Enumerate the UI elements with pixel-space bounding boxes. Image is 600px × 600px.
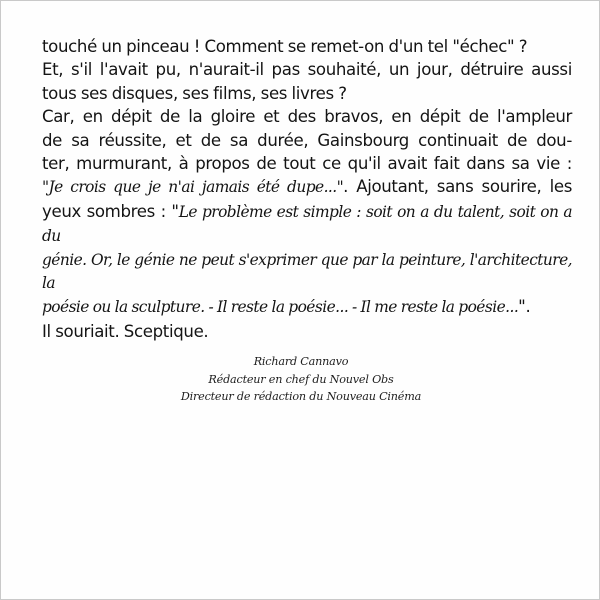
author-name: Richard Cannavo xyxy=(253,355,349,368)
text-line xyxy=(42,200,572,249)
text-line: Car, en dépit de la gloire et des bravos, en dépit de l'ampleur xyxy=(42,107,572,127)
quote-line: génie. Or, le génie ne peut s'exprimer que par la peinture, l'architecture, la xyxy=(42,250,572,293)
text-segment: yeux sombres : " xyxy=(42,201,179,221)
body-paragraph xyxy=(42,35,572,343)
text-line: de sa réussite, et de sa durée, Gainsbourg continuait de dou- xyxy=(42,130,572,150)
text-segment: ". xyxy=(518,297,531,317)
quote-text: "Je crois que je n'ai jamais été dupe..." xyxy=(42,178,344,197)
author-signature-block xyxy=(1,353,600,406)
text-line xyxy=(42,295,572,319)
quote-text: Le problème est simple : soit on a du talent, soit on a du xyxy=(42,202,572,246)
text-line: tous ses disques, ses films, ses livres ? xyxy=(42,83,347,103)
text-segment: . Ajoutant, sans sourire, les xyxy=(343,177,572,197)
text-line: Il souriait. Sceptique. xyxy=(42,321,209,341)
quote-text: poésie ou la sculpture. - Il reste la poésie... - Il me reste la poésie... xyxy=(42,298,519,317)
author-title: Directeur de rédaction du Nouveau Cinéma xyxy=(180,390,422,403)
text-line xyxy=(42,175,572,199)
text-line: ter, murmurant, à propos de tout ce qu'il avait fait dans sa vie : xyxy=(42,154,572,174)
text-line: touché un pinceau ! Comment se remet-on d'un tel "échec" ? xyxy=(42,37,528,56)
text-line: Et, s'il l'avait pu, n'aurait-il pas souhaité, un jour, détruire aussi xyxy=(42,60,572,80)
author-title: Rédacteur en chef du Nouvel Obs xyxy=(208,372,394,386)
